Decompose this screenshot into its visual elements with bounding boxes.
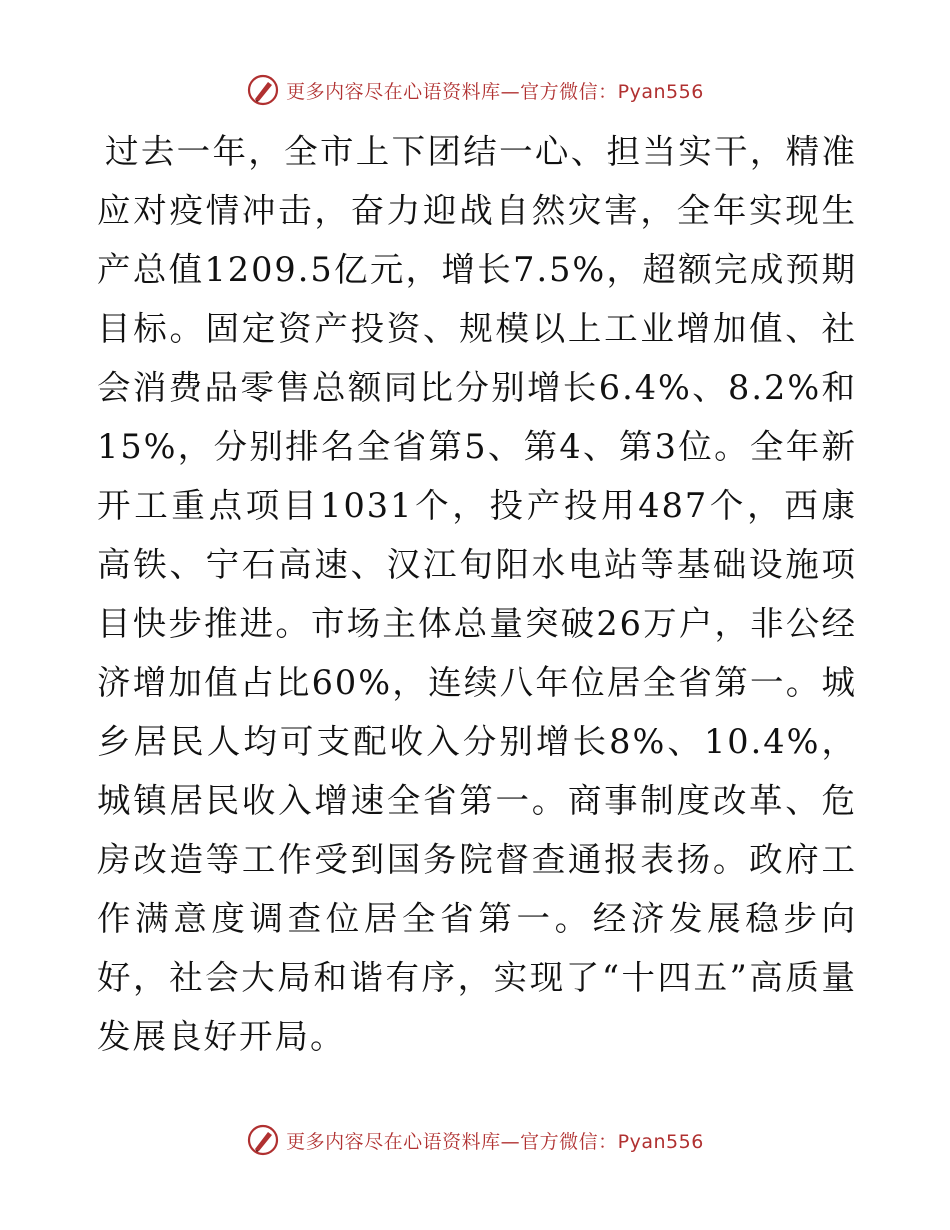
pen-logo-icon	[246, 73, 280, 107]
document-body	[97, 122, 857, 1066]
footer-watermark	[0, 1120, 950, 1160]
body-paragraph: 过去一年，全市上下团结一心、担当实干，精准应对疫情冲击，奋力迎战自然灾害，全年实现生产总值1209.5亿元，增长7.5%，超额完成预期目标。固定资产投资、规模以上工业增加值、社会消费品零售总额同比分别增长6.4%、8.2%和15%，分别排名全省第5、第4、第3位。全年新开工重点项目1031个，投产投用487个，西康高铁、宁石高速、汉江旬阳水电站等基础设施项目快步推进。市场主体总量突破26万户，非公经济增加值占比60%，连续八年位居全省第一。城乡居民人均可支配收入分别增长8%、10.4%，城镇居民收入增速全省第一。商事制度改革、危房改造等工作受到国务院督查通报表扬。政府工作满意度调查位居全省第一。经济发展稳步向好，社会大局和谐有序，实现了“十四五”高质量发展良好开局。	[97, 132, 857, 1056]
header-watermark-text: 更多内容尽在心语资料库—官方微信：Pyan556	[286, 80, 704, 103]
pen-logo-icon	[246, 1123, 280, 1157]
header-watermark	[0, 70, 950, 110]
footer-watermark-text: 更多内容尽在心语资料库—官方微信：Pyan556	[286, 1130, 704, 1153]
